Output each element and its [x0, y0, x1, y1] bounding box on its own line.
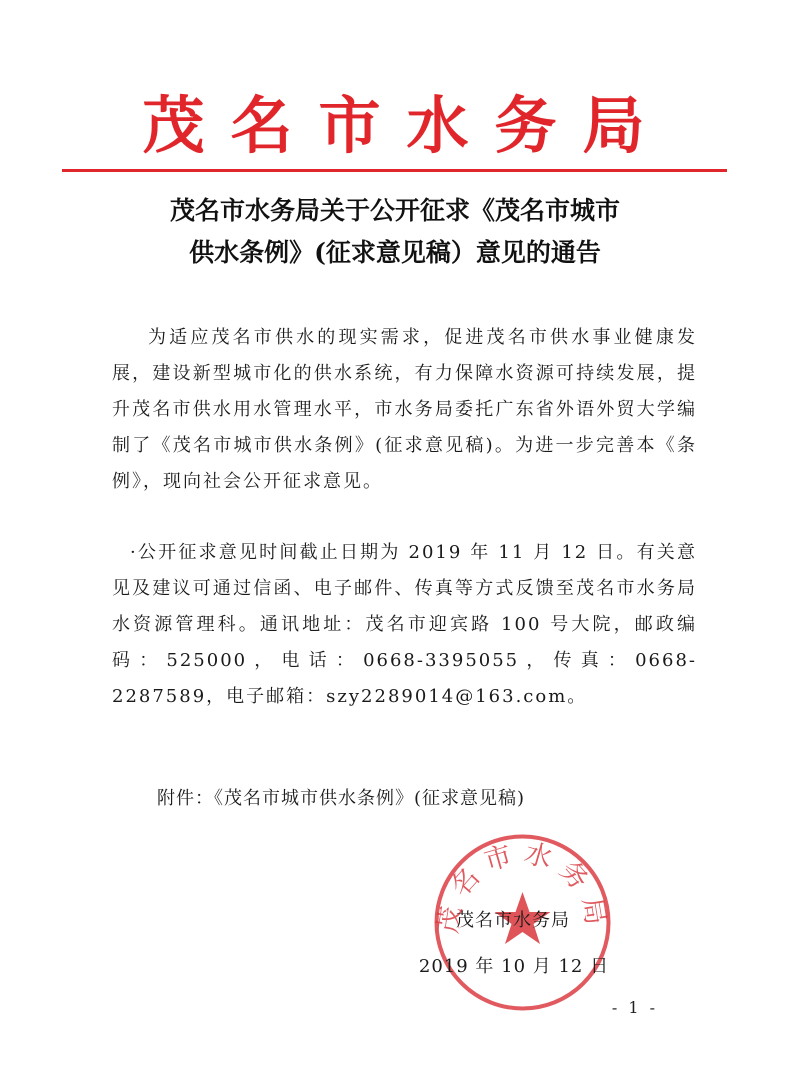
attachment-line: 附件：《茂名市城市供水条例》(征求意见稿)	[157, 788, 526, 809]
page-number: - 1 -	[611, 998, 659, 1017]
red-divider-line	[62, 169, 727, 172]
masthead-title: 茂名市水务局	[142, 89, 671, 162]
seal-text: 茂名市水务局	[432, 837, 613, 936]
document-title-line-1: 茂名市水务局关于公开征求《茂名市城市	[169, 196, 620, 225]
signature-organization: 茂名市水务局	[456, 910, 570, 931]
signature-date: 2019 年 10 月 12 日	[418, 956, 610, 977]
document-title-line-2: 供水条例》(征求意见稿）意见的通告	[189, 238, 601, 267]
body-paragraph-1: 为适应茂名市供水的现实需求，促进茂名市供水事业健康发展，建设新型城市化的供水系统，有力保障水资源可持续发展，提升茂名市供水用水管理水平，市水务局委托广东省外语外贸大学编制了《茂名市城市供水条例》(征求意见稿)。为进一步完善本《条例》，现向社会公开征求意见。	[112, 327, 697, 492]
body-paragraph-2: ·公开征求意见时间截止日期为 2019 年 11 月 12 日。有关意见及建议可通过信函、电子邮件、传真等方式反馈至茂名市水务局水资源管理科。通讯地址：茂名市迎宾路 100 号大院，邮政编码：525000，电话：0668-3395055，传真：0668-2287589，电子邮箱：szy2289014@163.com。	[112, 542, 697, 707]
document-title	[70, 190, 720, 274]
